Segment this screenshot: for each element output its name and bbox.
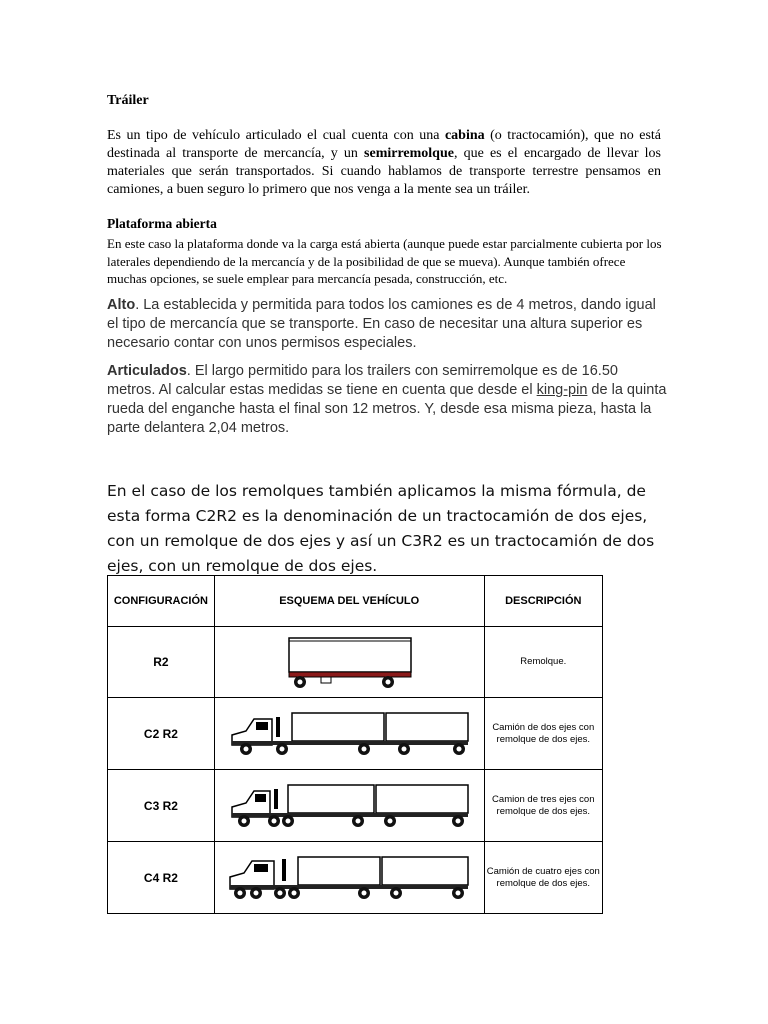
- table-row: [108, 698, 603, 770]
- config-cell: C3 R2: [108, 770, 215, 842]
- description-line: remolque de dos ejes.: [496, 733, 591, 745]
- articulados-label: Articulados: [107, 363, 187, 379]
- column-header: ESQUEMA DEL VEHÍCULO: [214, 576, 484, 627]
- column-header: CONFIGURACIÓN: [108, 576, 215, 627]
- truck-c4r2-illustration: [224, 853, 474, 903]
- description-cell: [484, 842, 602, 914]
- intro-text: , que es el encargado de llevar los materiales que serán transportados. Si cuando hablamos de transporte terrestre pensamos en camiones, a buen seguro lo primero que nos venga a la mente sea un tráiler.: [107, 146, 661, 197]
- bold-term-semirremolque: semirremolque: [364, 146, 454, 161]
- page-title: Tráiler: [107, 93, 149, 108]
- configuration-table: [107, 575, 603, 914]
- description-line: remolque de dos ejes.: [496, 877, 591, 889]
- articulados-paragraph: [107, 362, 667, 438]
- table-row: [108, 842, 603, 914]
- description-line: Remolque.: [520, 656, 567, 667]
- truck-c2r2-illustration: [224, 709, 474, 759]
- vehicle-diagram-cell: [214, 627, 484, 698]
- alto-text: . La establecida y permitida para todos los camiones es de 4 metros, dando igual el tipo de mercancía que se transporte. En caso de necesitar una altura superior es necesario contar con unos permisos especiales.: [107, 297, 656, 351]
- intro-text: Es un tipo de vehículo articulado el cual cuenta con una: [107, 128, 445, 143]
- description-cell: [484, 698, 602, 770]
- table-header-row: [108, 576, 603, 627]
- articulados-text: de la quinta rueda del enganche hasta el final son 12 metros. Y, desde esa misma pieza, hasta la parte delantera 2,04 metros.: [107, 382, 667, 436]
- vehicle-diagram-cell: [214, 770, 484, 842]
- trailer-r2-illustration: [279, 632, 419, 692]
- config-cell: C4 R2: [108, 842, 215, 914]
- description-line: Camión de cuatro ejes con: [486, 865, 600, 877]
- description-cell: [484, 627, 602, 698]
- table-row: [108, 627, 603, 698]
- intro-paragraph: [107, 127, 661, 199]
- truck-c3r2-illustration: [224, 781, 474, 831]
- table-row: [108, 770, 603, 842]
- alto-paragraph: [107, 296, 667, 353]
- description-line: remolque de dos ejes.: [496, 805, 591, 817]
- intro-text: (o tractocamión), que no está destinada al transporte de mercancía, y un: [107, 128, 661, 161]
- vehicle-diagram-cell: [214, 698, 484, 770]
- platform-paragraph: En este caso la plataforma donde va la carga está abierta (aunque puede estar parcialmente cubierta por los laterales dependiendo de la mercancía y de la posibilidad de que se mueva). Aunque también ofrece muchas opciones, se suele emplear para mercancía pesada, construcción, etc.: [107, 236, 662, 286]
- description-line: Camion de tres ejes con: [492, 793, 595, 805]
- bold-term-cabina: cabina: [444, 128, 485, 143]
- remolques-paragraph: En el caso de los remolques también aplicamos la misma fórmula, de esta forma C2R2 es la denominación de un tractocamión de dos ejes, con un remolque de dos ejes y así un C3R2 es un tractocamión de dos ejes, con un remolque de dos ejes.: [107, 482, 655, 575]
- king-pin-link[interactable]: king-pin: [536, 382, 588, 398]
- articulados-text: . El largo permitido para los trailers con semirremolque es de 16.50 metros. Al calcular estas medidas se tiene en cuenta que desde el: [107, 363, 618, 398]
- config-cell: R2: [108, 627, 215, 698]
- alto-label: Alto: [107, 297, 136, 313]
- description-line: Camión de dos ejes con: [492, 721, 595, 733]
- vehicle-diagram-cell: [214, 842, 484, 914]
- config-cell: C2 R2: [108, 698, 215, 770]
- column-header: DESCRIPCIÓN: [484, 576, 602, 627]
- section-heading: Plataforma abierta: [107, 216, 217, 231]
- description-cell: [484, 770, 602, 842]
